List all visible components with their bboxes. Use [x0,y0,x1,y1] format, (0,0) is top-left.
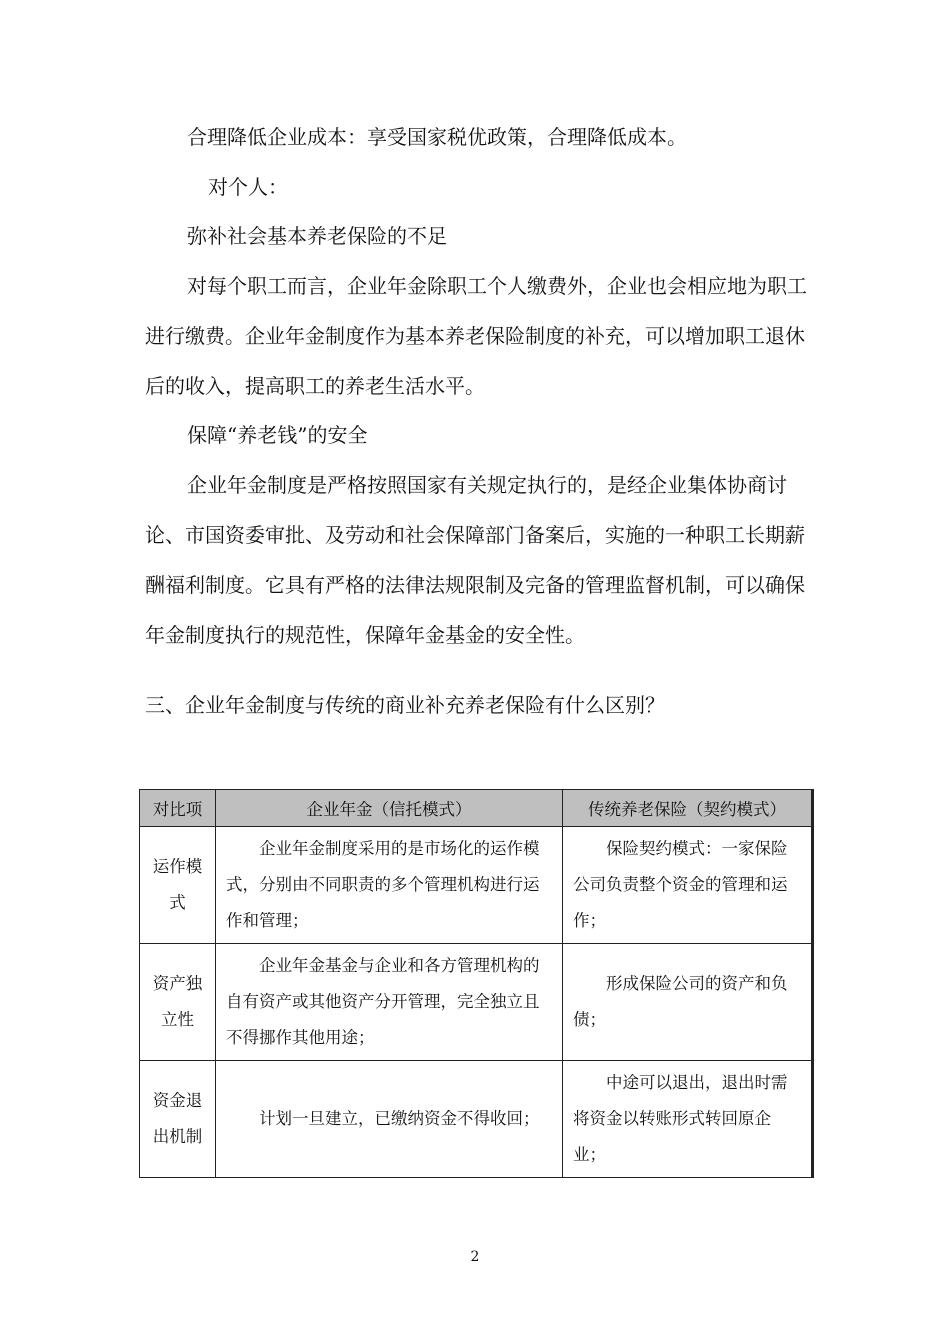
cell-annuity [216,944,563,1061]
paragraph-safety-heading: 保障“养老钱”的安全 [187,423,368,447]
cell-text: 计划一旦建立，已缴纳资金不得收回； [259,1109,540,1128]
table-row [140,1061,813,1178]
row-item-exit-mechanism: 资金退出机制 [140,1061,216,1178]
paragraph-supplement-heading: 弥补社会基本养老保险的不足 [187,224,447,248]
section-heading: 三、企业年金制度与传统的商业补充养老保险有什么区别？ [145,693,665,717]
table-row [140,827,813,944]
cell-insurance [563,1061,813,1178]
table-header-row [140,790,813,827]
header-item: 对比项 [140,790,216,827]
cell-text: 企业年金基金与企业和各方管理机构的自有资产或其他资产分开管理，完全独立且不得挪作其他用途； [226,956,540,1047]
comparison-table [139,789,814,1178]
header-annuity: 企业年金（信托模式） [216,790,563,827]
table-row [140,944,813,1061]
paragraph-safety-body: 企业年金制度是严格按照国家有关规定执行的，是经企业集体协商讨论、市国资委审批、及劳动和社会保障部门备案后，实施的一种职工长期薪酬福利制度。它具有严格的法律法规限制及完备的管理监督机制，可以确保年金制度执行的规范性，保障年金基金的安全性。 [145,473,805,647]
paragraph-for-individuals: 对个人： [208,175,288,199]
header-insurance: 传统养老保险（契约模式） [563,790,813,827]
cell-annuity [216,1061,563,1178]
page-number: 2 [470,1249,480,1265]
cell-text: 保险契约模式：一家保险公司负责整个资金的管理和运作； [573,839,788,930]
cell-text: 中途可以退出，退出时需将资金以转账形式转回原企业； [573,1073,788,1164]
cell-insurance [563,827,813,944]
row-item-operation: 运作模式 [140,827,216,944]
cell-insurance [563,944,813,1061]
cell-annuity [216,827,563,944]
cell-text: 企业年金制度采用的是市场化的运作模式，分别由不同职责的多个管理机构进行运作和管理； [226,839,540,930]
paragraph-cost-reduction: 合理降低企业成本：享受国家税优政策，合理降低成本。 [187,125,687,149]
cell-text: 形成保险公司的资产和负债； [573,974,788,1029]
row-item-asset-independence: 资产独立性 [140,944,216,1061]
paragraph-supplement-body: 对每个职工而言，企业年金除职工个人缴费外，企业也会相应地为职工进行缴费。企业年金制度作为基本养老保险制度的补充，可以增加职工退休后的收入，提高职工的养老生活水平。 [145,274,807,398]
